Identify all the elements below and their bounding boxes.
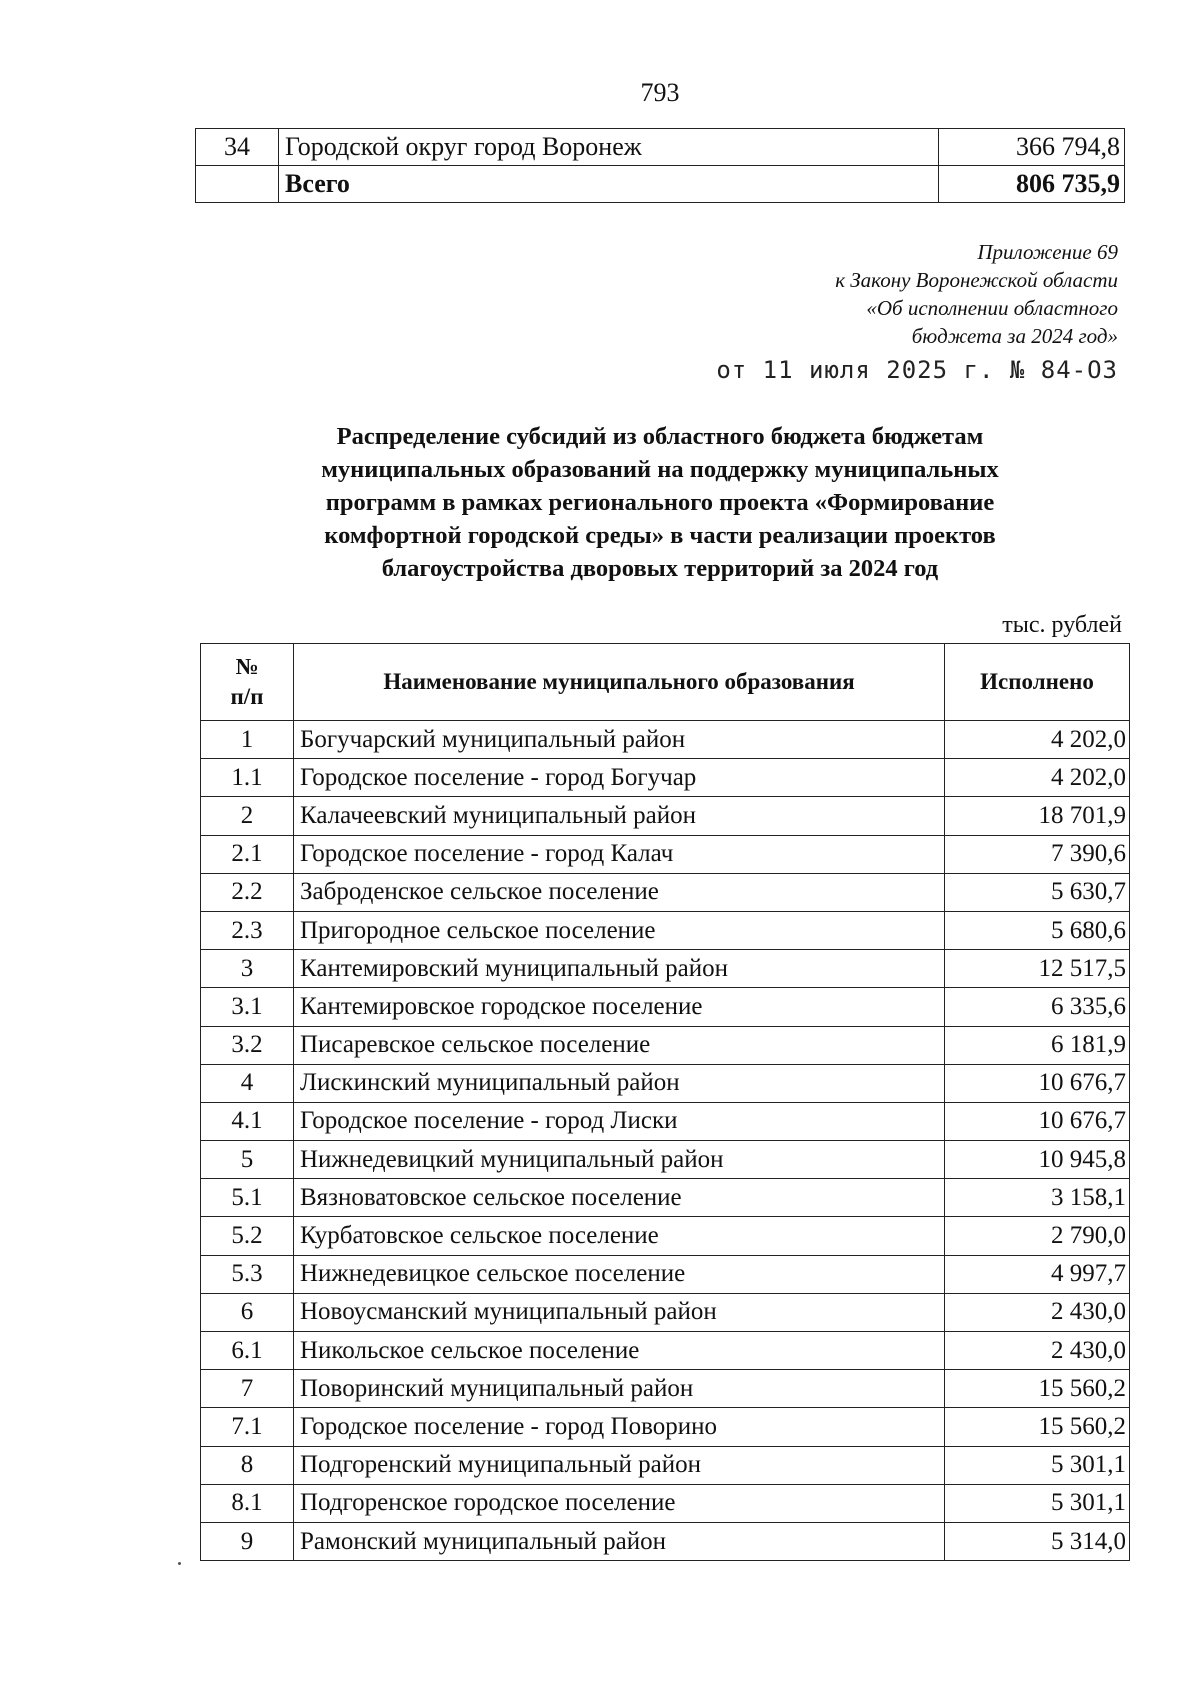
row-value: 2 790,0 — [945, 1217, 1130, 1255]
row-value: 4 202,0 — [945, 759, 1130, 797]
row-number: 2.3 — [201, 911, 294, 949]
table-row — [201, 1064, 1130, 1102]
header-value: Исполнено — [945, 644, 1130, 721]
row-number: 3 — [201, 950, 294, 988]
row-value: 10 676,7 — [945, 1064, 1130, 1102]
municipality-name: Поворинский муниципальный район — [294, 1370, 945, 1408]
row-value: 2 430,0 — [945, 1332, 1130, 1370]
municipality-name: Нижнедевицкое сельское поселение — [294, 1255, 945, 1293]
row-number: 6.1 — [201, 1332, 294, 1370]
municipality-name: Нижнедевицкий муниципальный район — [294, 1141, 945, 1179]
row-value: 7 390,6 — [945, 835, 1130, 873]
municipality-name: Калачеевский муниципальный район — [294, 797, 945, 835]
table-row — [201, 1370, 1130, 1408]
row-value: 3 158,1 — [945, 1179, 1130, 1217]
appendix-line: к Закону Воронежской области — [835, 268, 1118, 292]
table-row — [201, 835, 1130, 873]
row-number: 8 — [201, 1446, 294, 1484]
table-row — [201, 1408, 1130, 1446]
title-line: Распределение субсидий из областного бюджета бюджетам — [336, 423, 984, 450]
municipality-name: Вязноватовское сельское поселение — [294, 1179, 945, 1217]
municipality-name: Писаревское сельское поселение — [294, 1026, 945, 1064]
row-value: 5 680,6 — [945, 911, 1130, 949]
municipality-name: Кантемировское городское поселение — [294, 988, 945, 1026]
table-row — [201, 1332, 1130, 1370]
municipality-name: Кантемировский муниципальный район — [294, 950, 945, 988]
table-row — [201, 1026, 1130, 1064]
row-number: 1 — [201, 721, 294, 759]
row-number: 4.1 — [201, 1102, 294, 1140]
table-row — [201, 873, 1130, 911]
municipality-name: Городское поселение - город Лиски — [294, 1102, 945, 1140]
row-value: 2 430,0 — [945, 1293, 1130, 1331]
row-number: 8.1 — [201, 1484, 294, 1522]
table-row — [201, 1102, 1130, 1140]
row-number: 5 — [201, 1141, 294, 1179]
municipality-name: Городское поселение - город Богучар — [294, 759, 945, 797]
row-number: 6 — [201, 1293, 294, 1331]
table-row — [201, 1484, 1130, 1522]
table-row — [201, 911, 1130, 949]
header-number-line1: № — [235, 654, 259, 679]
row-number: 5.2 — [201, 1217, 294, 1255]
row-value: 15 560,2 — [945, 1370, 1130, 1408]
row-value: 10 945,8 — [945, 1141, 1130, 1179]
table-row — [201, 1446, 1130, 1484]
page-number: 793 — [640, 78, 680, 107]
municipality-name: Заброденское сельское поселение — [294, 873, 945, 911]
title-line: благоустройства дворовых территорий за 2024 год — [381, 555, 939, 582]
row-value: 5 630,7 — [945, 873, 1130, 911]
row-number: 5.1 — [201, 1179, 294, 1217]
table-row — [201, 721, 1130, 759]
table-row — [201, 988, 1130, 1026]
row-number: 2 — [201, 797, 294, 835]
row-number: 4 — [201, 1064, 294, 1102]
table-row — [201, 759, 1130, 797]
municipality-name: Никольское сельское поселение — [294, 1332, 945, 1370]
continued-table — [195, 128, 1125, 203]
table-row — [201, 797, 1130, 835]
table-row — [201, 1217, 1130, 1255]
row-number: 5.3 — [201, 1255, 294, 1293]
appendix-line: Приложение 69 — [977, 240, 1118, 264]
row-value: 6 181,9 — [945, 1026, 1130, 1064]
row-number: 34 — [196, 129, 279, 166]
row-value: 5 301,1 — [945, 1446, 1130, 1484]
table-row — [201, 1255, 1130, 1293]
municipality-name: Курбатовское сельское поселение — [294, 1217, 945, 1255]
total-value: 806 735,9 — [939, 166, 1125, 203]
appendix-line: «Об исполнении областного — [866, 296, 1118, 320]
row-value: 10 676,7 — [945, 1102, 1130, 1140]
row-number: 3.1 — [201, 988, 294, 1026]
row-value: 5 314,0 — [945, 1522, 1130, 1560]
table-body — [201, 721, 1130, 1561]
row-number: 9 — [201, 1522, 294, 1560]
row-value: 4 202,0 — [945, 721, 1130, 759]
municipality-name: Подгоренский муниципальный район — [294, 1446, 945, 1484]
decree-stamp: от 11 июля 2025 г. № 84-ОЗ — [716, 356, 1118, 384]
municipality-name: Рамонский муниципальный район — [294, 1522, 945, 1560]
row-value: 12 517,5 — [945, 950, 1130, 988]
municipality-name: Лискинский муниципальный район — [294, 1064, 945, 1102]
municipality-name: Подгоренское городское поселение — [294, 1484, 945, 1522]
row-number: 7 — [201, 1370, 294, 1408]
row-value: 18 701,9 — [945, 797, 1130, 835]
municipality-name: Пригородное сельское поселение — [294, 911, 945, 949]
table-row — [201, 1522, 1130, 1560]
appendix-line: бюджета за 2024 год» — [911, 324, 1118, 348]
row-number: 1.1 — [201, 759, 294, 797]
total-row — [196, 166, 1125, 203]
total-number-cell — [196, 166, 279, 203]
units-label: тыс. рублей — [1002, 612, 1122, 638]
title-line: комфортной городской среды» в части реализации проектов — [324, 522, 996, 549]
title-line: программ в рамках регионального проекта «Формирование — [325, 489, 995, 516]
table-row — [201, 950, 1130, 988]
row-number: 3.2 — [201, 1026, 294, 1064]
row-value: 6 335,6 — [945, 988, 1130, 1026]
table-header-row — [201, 644, 1130, 721]
table-row — [196, 129, 1125, 166]
table-row — [201, 1293, 1130, 1331]
table-row — [201, 1179, 1130, 1217]
municipality-name: Городское поселение - город Поворино — [294, 1408, 945, 1446]
appendix-note — [518, 238, 1118, 350]
municipality-name: Городское поселение - город Калач — [294, 835, 945, 873]
row-number: 2.2 — [201, 873, 294, 911]
header-number — [201, 644, 294, 721]
title-line: муниципальных образований на поддержку муниципальных — [321, 456, 999, 483]
row-number: 2.1 — [201, 835, 294, 873]
scan-speck — [178, 1562, 181, 1565]
row-value: 5 301,1 — [945, 1484, 1130, 1522]
row-number: 7.1 — [201, 1408, 294, 1446]
header-number-line2: п/п — [230, 684, 264, 709]
row-value: 366 794,8 — [939, 129, 1125, 166]
row-value: 4 997,7 — [945, 1255, 1130, 1293]
municipality-name: Новоусманский муниципальный район — [294, 1293, 945, 1331]
municipality-name: Городской округ город Воронеж — [279, 129, 939, 166]
document-title — [195, 420, 1125, 585]
municipality-name: Богучарский муниципальный район — [294, 721, 945, 759]
total-label: Всего — [279, 166, 939, 203]
header-name: Наименование муниципального образования — [294, 644, 945, 721]
row-value: 15 560,2 — [945, 1408, 1130, 1446]
subsidy-table — [200, 643, 1130, 1561]
table-row — [201, 1141, 1130, 1179]
